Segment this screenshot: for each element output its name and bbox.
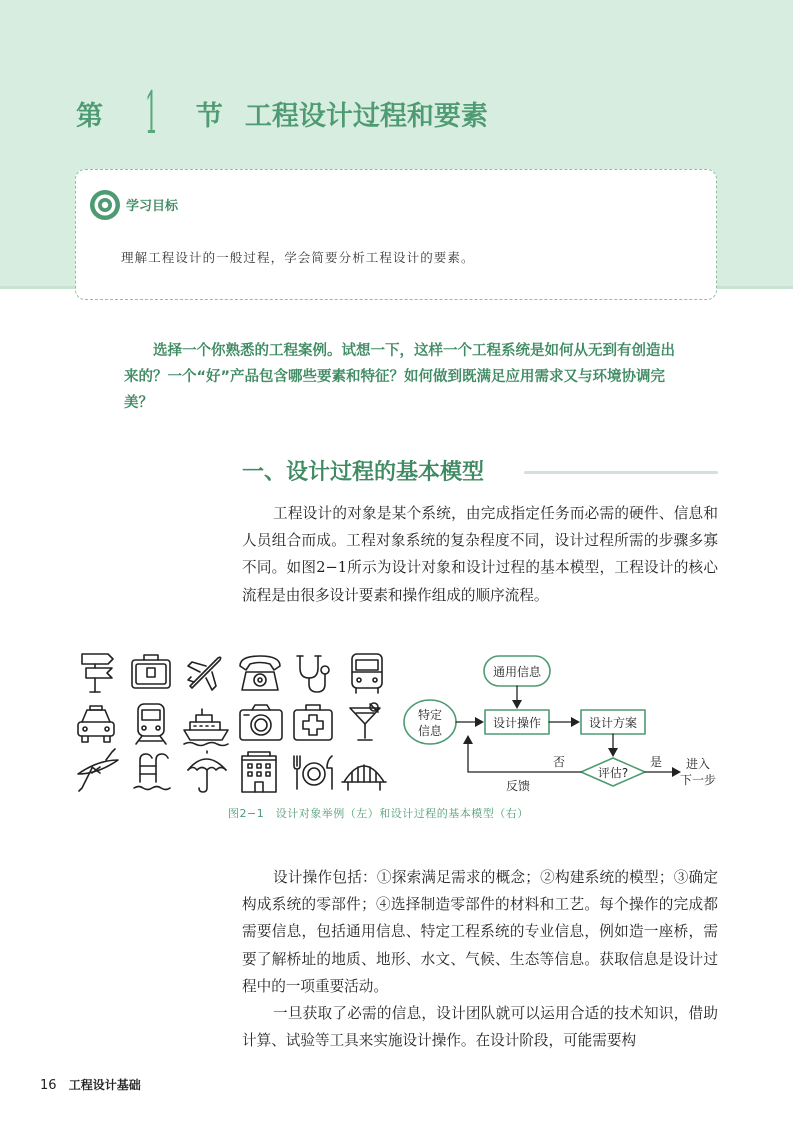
section-title-rule	[524, 471, 718, 474]
pool-ladder-icon	[134, 754, 170, 790]
design-plan-label: 设计方案	[588, 716, 638, 730]
cocktail-icon	[350, 703, 380, 740]
kayak-icon	[78, 749, 118, 791]
first-aid-kit-icon	[294, 705, 332, 740]
bus-icon	[352, 654, 382, 693]
next-step-label-2: 下一步	[679, 773, 717, 787]
signpost-icon	[82, 654, 113, 692]
evaluate-label: 评估?	[597, 766, 629, 780]
no-label: 否	[552, 755, 566, 769]
airplane-icon	[188, 657, 221, 690]
page-number: 16	[40, 1078, 57, 1093]
ship-icon	[184, 709, 228, 746]
chapter-title	[76, 78, 488, 148]
figure-caption: 图2−1 设计对象举例（左）和设计过程的基本模型（右）	[228, 807, 529, 820]
chapter-suffix: 节	[195, 100, 223, 132]
bridge-icon	[342, 765, 386, 790]
book-title: 工程设计基础	[68, 1078, 141, 1092]
body-paragraph-1	[242, 500, 718, 609]
body-text-2: 设计操作包括：①探索满足需求的概念；②构建系统的模型；③确定构成系统的零部件；④选择制造零部件的材料和工艺。每个操作的完成都需要信息，包括通用信息、特定工程系统的专业信息，例如造一座桥，需要了解桥址的地质、地形、水文、气候、生态等信息。获取信息是设计过程中的一项重要活动。	[242, 869, 718, 995]
process-flowchart	[404, 656, 716, 793]
body-text-3: 一旦获取了必需的信息，设计团队就可以运用合适的技术知识，借助计算、试验等工具来实施设计操作。在设计阶段，可能需要构	[242, 1005, 718, 1050]
general-info-label: 通用信息	[492, 665, 542, 679]
telephone-icon	[240, 656, 280, 690]
specific-info-label-2: 信息	[417, 724, 443, 738]
camera-icon	[240, 705, 282, 740]
learning-goal-box	[75, 169, 717, 300]
chapter-number: 1	[144, 79, 158, 147]
body-paragraph-2	[242, 864, 718, 1054]
tableware-icon	[294, 756, 332, 789]
target-icon	[88, 188, 122, 222]
page-footer	[40, 1076, 141, 1093]
umbrella-icon	[188, 751, 226, 792]
train-icon	[136, 704, 166, 744]
chapter-name: 工程设计过程和要素	[244, 100, 488, 132]
intro-text: 选择一个你熟悉的工程案例。试想一下，这样一个工程系统是如何从无到有创造出来的？一个“好”产品包含哪些要素和特征？如何做到既满足应用需求又与环境协调完美？	[124, 343, 675, 411]
goal-label: 学习目标	[126, 199, 179, 214]
section-title: 一、设计过程的基本模型	[242, 460, 485, 485]
design-operation-label: 设计操作	[492, 716, 542, 730]
body-text-1: 工程设计的对象是某个系统，由完成指定任务而必需的硬件、信息和人员组合而成。工程对象系统的复杂程度不同，设计过程所需的步骤多寡不同。如图2−1所示为设计对象和设计过程的基本模型，工程设计的核心流程是由很多设计要素和操作组成的顺序流程。	[242, 505, 718, 604]
goal-text: 理解工程设计的一般过程，学会简要分析工程设计的要素。	[121, 250, 475, 265]
next-step-label-1: 进入	[685, 757, 711, 771]
specific-info-label-1: 特定	[417, 708, 443, 722]
briefcase-icon	[132, 655, 170, 688]
feedback-label: 反馈	[505, 779, 531, 793]
building-icon	[242, 752, 276, 792]
figure-2-1	[70, 640, 730, 805]
taxi-icon	[78, 706, 114, 742]
intro-question	[124, 338, 679, 416]
stethoscope-icon	[297, 656, 329, 692]
chapter-prefix: 第	[76, 100, 103, 132]
yes-label: 是	[649, 755, 663, 769]
